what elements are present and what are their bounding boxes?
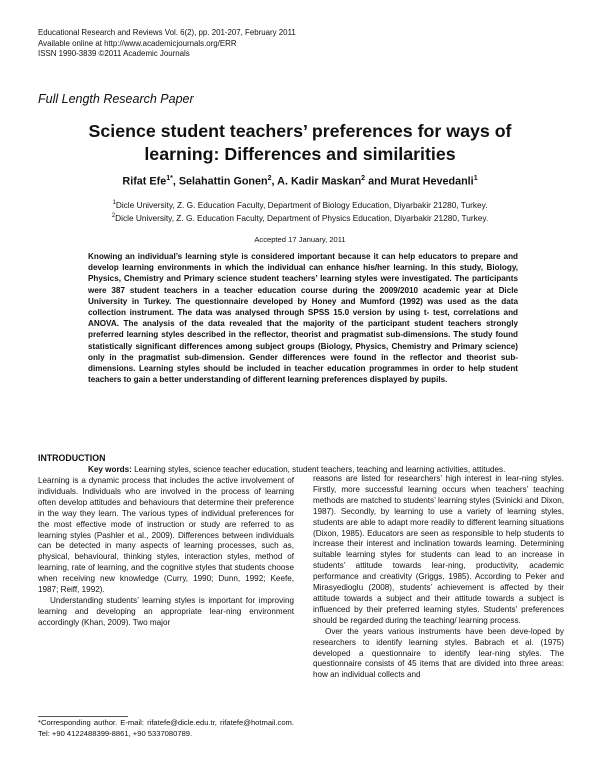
paragraph: Learning is a dynamic process that includes the active involvement of individuals. Individuals who are involved in the process of learning often develop attitudes and behaviours that determine their preference in the way they learn. The various types of individual preferences for the most effective mode of instruction or study are referred to as learning styles (Pashler et al., 2009). Differences between individuals can be detected in many aspects of learning processes, such as, physical, behavioural, thinking styles, interaction styles, method of learning, rate of learning, and the cognitive styles that students choose when receiving new knowledge (Curry, 1990; Dunn, 1992; Keefe, 1987; Reiff, 1992). [38,476,294,595]
affiliation: $^1$Dicle University, Z. G. Education Faculty, Department of Biology Education, Diyarbakir 21280, Turkey. [112,199,488,210]
keywords-text: Learning styles, science teacher education, student teachers, teaching and learning activities, attitudes. [134,465,506,474]
body-column-left [38,476,294,629]
paragraph: reasons are listed for researchers’ high interest in lear-ning styles. Firstly, more successful learning occurs when teachers’ teaching methods are matched to students’ learning styles (Svinicki and Dixon, 1987). Secondly, by learning to use a variety of learning styles, students are able to adapt more readily to different learning situations (Dixon, 1985). Educators are seen as responsible to help students to increase their interest and inclination towards learning. Determining suitable learning styles for students can lead to an increase in students’ attitude towards lear-ning, productivity, academic performance and creativity (Griggs, 1985). According to Peker and Mirasyedioglu (2008), students’ achievement is affected by their attitude towards a subject and their attitude towards a subject is influenced by their preferred learning styles. Students’ preferences should be regarded during the teaching/ learning process. [313,474,564,625]
author-list: Rifat Efe$^{1*}$, Selahattin Gonen$^2$, A. Kadir Maskan$^2$ and Murat Hevedanli$^1$ [122,175,478,188]
author-affil-mark: 1 [473,175,478,182]
author-name: A. Kadir Maskan [277,175,362,188]
journal-issn: ISSN 1990-3839 ©2011 Academic Journals [38,49,190,59]
accepted-date: Accepted 17 January, 2011 [254,235,346,244]
affiliations [60,198,540,224]
section-heading-introduction: INTRODUCTION [38,453,106,463]
corresponding-author-footnote: *Corresponding author. E-mail: rifatefe@dicle.edu.tr, rifatefe@hotmail.com. Tel: +90 4122488399-8861, +90 5337080789. [38,718,294,738]
author-affil-mark: 1* [166,175,173,182]
paper-type: Full Length Research Paper [38,92,194,106]
footnote-rule [38,716,128,717]
affiliation: $^2$Dicle University, Z. G. Education Faculty, Department of Physics Education, Diyarbakir 21280, Turkey. [111,212,489,223]
journal-header [38,28,296,60]
body-column-right [313,474,564,681]
abstract: Knowing an individual’s learning style is considered important because it can help educators to prepare and develop learning environments in which the individual can enhance his/her learning. In this study, Biology, Physics, Chemistry and Primary science student teachers’ learning styles were investigated. The participants were 387 student teachers in a teacher education course during the 2009/2010 academic year at Dicle University in Turkey. The questionnaire developed by Honey and Mumford (1992) was used as the data collection instrument. The data was analysed through SPSS 15.0 version by using t- test, correlations and ANOVA. The analysis of the data revealed that the majority of the participant student teachers strongly preferred learning styles described in the reflector, theorist and pragmatist sub-dimensions. The study found statistically significant differences among subject groups (Biology, Physics, Chemistry and Primary science) only in the pragmatist sub-dimension. Gender differences were found in the reflector and theorist sub- dimensions. Learning styles should be included in teacher education programmes in order to help student teachers to gain a better understanding of different learning preferences displayed by pupils. [88,252,518,385]
paragraph: Understanding students’ learning styles is important for improving learning and developing an appropriate lear-ning environment accordingly (Khan, 2009). Two major [38,595,294,627]
author-name: Selahattin Gonen [178,175,268,188]
author-name: Murat Hevedanli [390,175,474,188]
journal-citation: Educational Research and Reviews Vol. 6(2), pp. 201-207, February 2011 [38,28,296,37]
author-affil-mark: 2 [267,175,272,182]
author-name: Rifat Efe [122,175,167,188]
author-affil-mark: 2 [361,175,366,182]
keywords-label: Key words: [88,465,132,474]
paragraph: Over the years various instruments have been deve-loped by researchers to identify learning styles. Babrach et al. (1975) developed a questionnaire to identify lear-ning styles. The questionnaire consists of 45 items that are divided into three areas: how an individual collects and [313,626,564,680]
paper-title: Science student teachers’ preferences for ways of learning: Differences and similarities [88,121,512,164]
journal-url: Available online at http://www.academicjournals.org/ERR [38,38,237,48]
